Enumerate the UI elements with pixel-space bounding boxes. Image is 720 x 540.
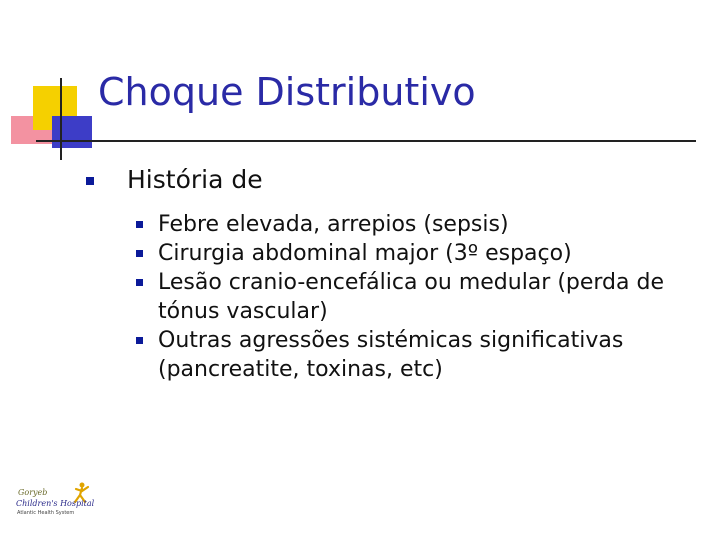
- sub-bullet-text: Lesão cranio-encefálica ou medular (perda de tónus vascular): [158, 270, 664, 324]
- hospital-logo: [16, 484, 98, 520]
- square-bullet-icon: [86, 177, 94, 185]
- bullet-text: História de: [127, 165, 263, 194]
- square-bullet-icon: [136, 337, 143, 344]
- list-item: [136, 326, 696, 384]
- sub-bullet-list: [136, 210, 696, 384]
- slide-title: Choque Distributivo: [98, 70, 476, 114]
- logo-text-line1: Goryeb: [18, 488, 48, 497]
- title-underline: [36, 140, 696, 142]
- square-bullet-icon: [136, 221, 143, 228]
- list-item: [136, 239, 696, 268]
- square-bullet-icon: [136, 279, 143, 286]
- decor-blue-square: [52, 116, 92, 148]
- list-item: [136, 268, 696, 326]
- bullet-list: [86, 165, 686, 194]
- decor-vertical-line: [60, 78, 62, 160]
- list-item: [86, 165, 686, 194]
- list-item: [136, 210, 696, 239]
- sub-bullet-text: Cirurgia abdominal major (3º espaço): [158, 241, 572, 266]
- sub-bullet-text: Febre elevada, arrepios (sepsis): [158, 212, 509, 237]
- square-bullet-icon: [136, 250, 143, 257]
- logo-text-line2: Children's Hospital: [16, 499, 95, 508]
- sub-bullet-text: Outras agressões sistémicas significativas (pancreatite, toxinas, etc): [158, 328, 624, 382]
- logo-text-line3: Atlantic Health System: [17, 510, 75, 516]
